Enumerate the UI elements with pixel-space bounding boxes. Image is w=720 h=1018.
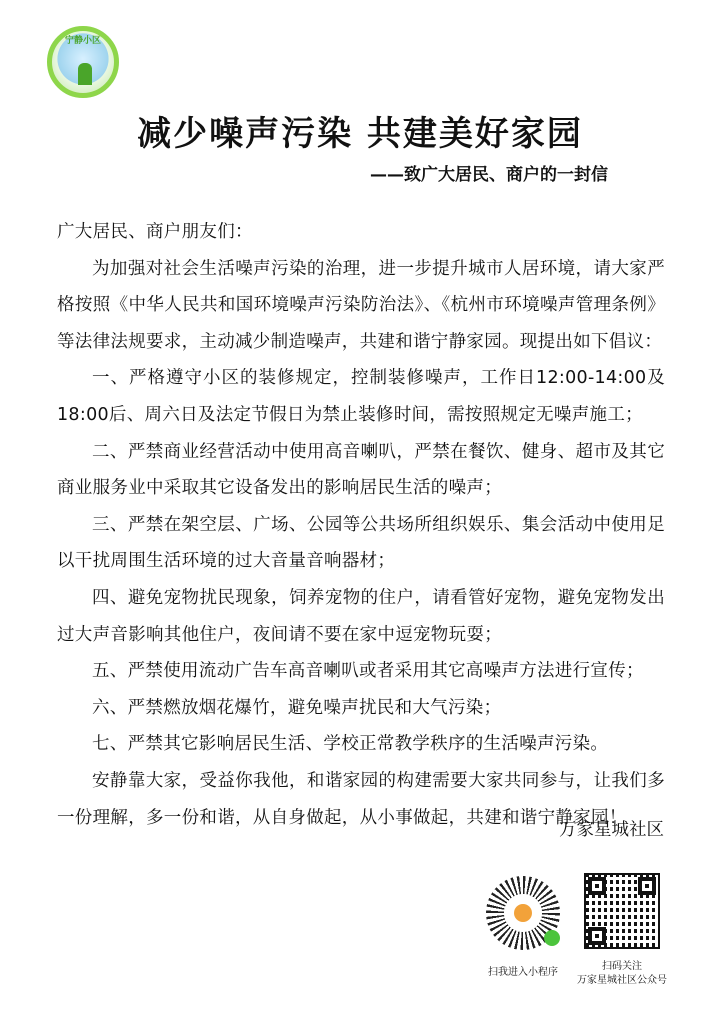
official-account-caption: [572, 960, 672, 988]
caption-line: 万家星城社区公众号: [577, 975, 667, 986]
miniprogram-qr-code: [486, 876, 560, 950]
greeting: 广大居民、商户朋友们：: [57, 222, 253, 242]
miniprogram-caption: 扫我进入小程序: [488, 967, 558, 978]
paragraph: 二、严禁商业经营活动中使用高音喇叭，严禁在餐饮、健身、超市及其它商业服务业中采取其它设备发出的影响居民生活的噪声；: [57, 441, 665, 499]
paragraph: 四、避免宠物扰民现象，饲养宠物的住户，请看管好宠物，避免宠物发出过大声音影响其他住户，夜间请不要在家中逗宠物玩耍；: [57, 587, 665, 645]
logo-text: 宁静小区: [64, 36, 101, 46]
paragraph: 三、严禁在架空层、广场、公园等公共场所组织娱乐、集会活动中使用足以干扰周围生活环境的过大音量音响器材；: [57, 514, 665, 572]
community-logo: [47, 26, 119, 98]
paragraph: 一、严格遵守小区的装修规定，控制装修噪声，工作日12:00-14:00及18:00后、周六日及法定节假日为禁止装修时间，需按照规定无噪声施工；: [57, 368, 665, 425]
letter-body: [57, 214, 665, 836]
official-account-qr-code: [584, 873, 660, 949]
paragraph: 为加强对社会生活噪声污染的治理，进一步提升城市人居环境，请大家严格按照《中华人民共和国环境噪声污染防治法》、《杭州市环境噪声管理条例》等法律法规要求，主动减少制造噪声，共建和谐宁静家园。现提出如下倡议：: [57, 258, 665, 352]
caption-line: 扫码关注: [602, 961, 642, 972]
paragraph: 安静靠大家，受益你我他，和谐家园的构建需要大家共同参与，让我们多一份理解，多一份和谐，从自身做起，从小事做起，共建和谐宁静家园！: [57, 770, 665, 828]
paragraph: 七、严禁其它影响居民生活、学校正常教学秩序的生活噪声污染。: [92, 734, 609, 755]
signature: 万家星城社区: [559, 820, 664, 840]
paragraph: 五、严禁使用流动广告车高音喇叭或者采用其它高噪声方法进行宣传；: [92, 661, 644, 682]
paragraph: 六、严禁燃放烟花爆竹，避免噪声扰民和大气污染；: [92, 697, 502, 718]
subtitle: ——致广大居民、商户的一封信: [370, 165, 608, 185]
page-title: 减少噪声污染 共建美好家园: [137, 114, 583, 154]
